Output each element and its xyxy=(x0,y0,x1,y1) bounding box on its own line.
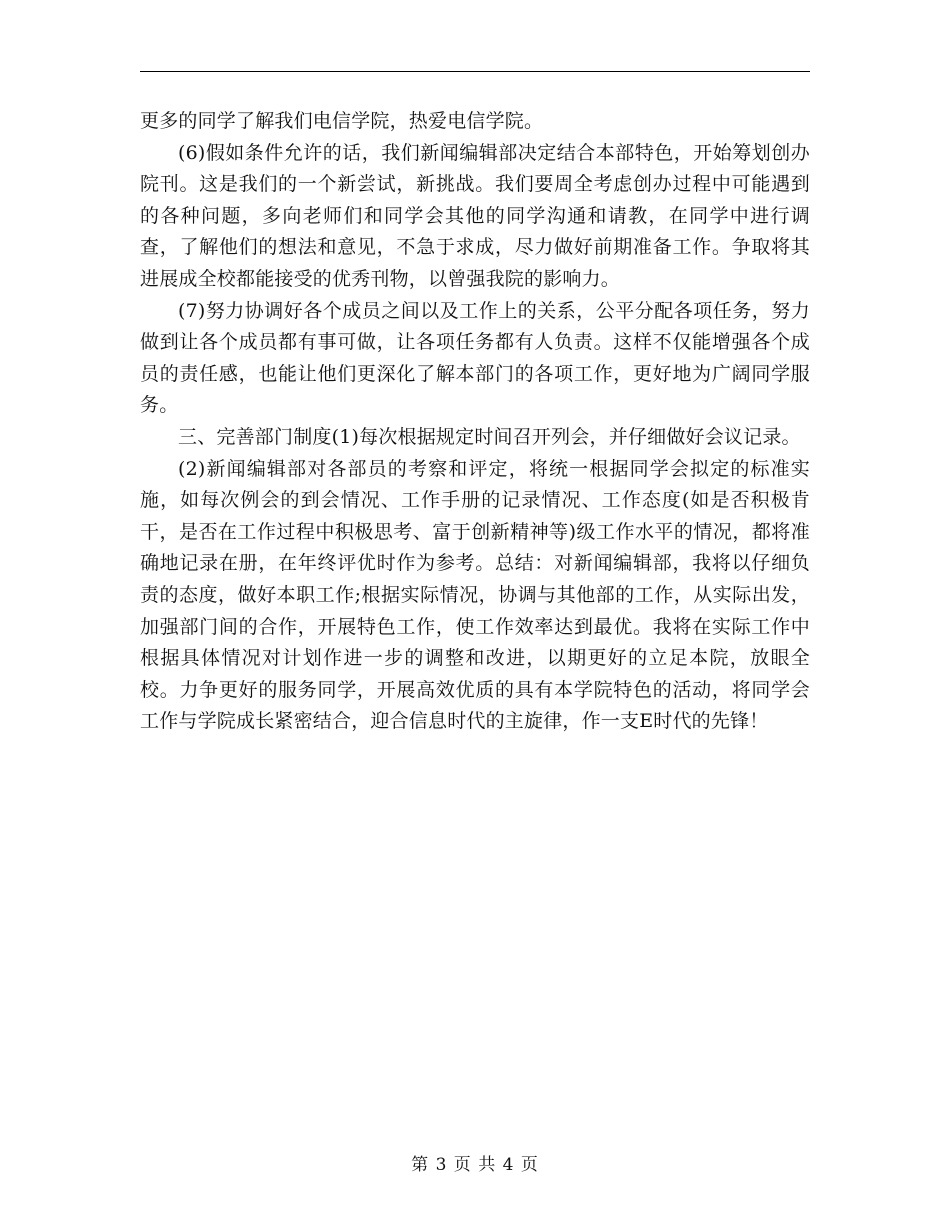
paragraph-item-2-summary: (2)新闻编辑部对各部员的考察和评定，将统一根据同学会拟定的标准实施，如每次例会的到会情况、工作手册的记录情况、工作态度(如是否积极肯干，是否在工作过程中积极思考、富于创新精神等)级工作水平的情况，都将准确地记录在册，在年终评优时作为参考。总结：对新闻编辑部，我将以仔细负责的态度，做好本职工作;根据实际情况，协调与其他部的工作，从实际出发，加强部门间的合作，开展特色工作，使工作效率达到最优。我将在实际工作中根据具体情况对计划作进一步的调整和改进，以期更好的立足本院，放眼全校。力争更好的服务同学，开展高效优质的具有本学院特色的活动，将同学会工作与学院成长紧密结合，迎合信息时代的主旋律，作一支E时代的先锋！ xyxy=(140,457,810,733)
paragraph-continuation: 更多的同学了解我们电信学院，热爱电信学院。 xyxy=(140,110,544,132)
document-body xyxy=(140,106,810,738)
paragraph-section-3: 三、完善部门制度(1)每次根据规定时间召开列会，并仔细做好会议记录。 xyxy=(178,425,801,448)
paragraph-item-6: (6)假如条件允许的话，我们新闻编辑部决定结合本部特色，开始筹划创办院刊。这是我们的一个新尝试，新挑战。我们要周全考虑创办过程中可能遇到的各种问题，多向老师们和同学会其他的同学沟通和请教，在同学中进行调查，了解他们的想法和意见，不急于求成，尽力做好前期准备工作。争取将其进展成全校都能接受的优秀刊物，以曾强我院的影响力。 xyxy=(140,141,810,290)
header-rule xyxy=(140,71,810,72)
page-number-footer: 第 3 页 共 4 页 xyxy=(411,1155,539,1175)
paragraph-item-7: (7)努力协调好各个成员之间以及工作上的关系，公平分配各项任务，努力做到让各个成员都有事可做，让各项任务都有人负责。这样不仅能增强各个成员的责任感，也能让他们更深化了解本部门的各项工作，更好地为广阔同学服务。 xyxy=(140,299,810,417)
